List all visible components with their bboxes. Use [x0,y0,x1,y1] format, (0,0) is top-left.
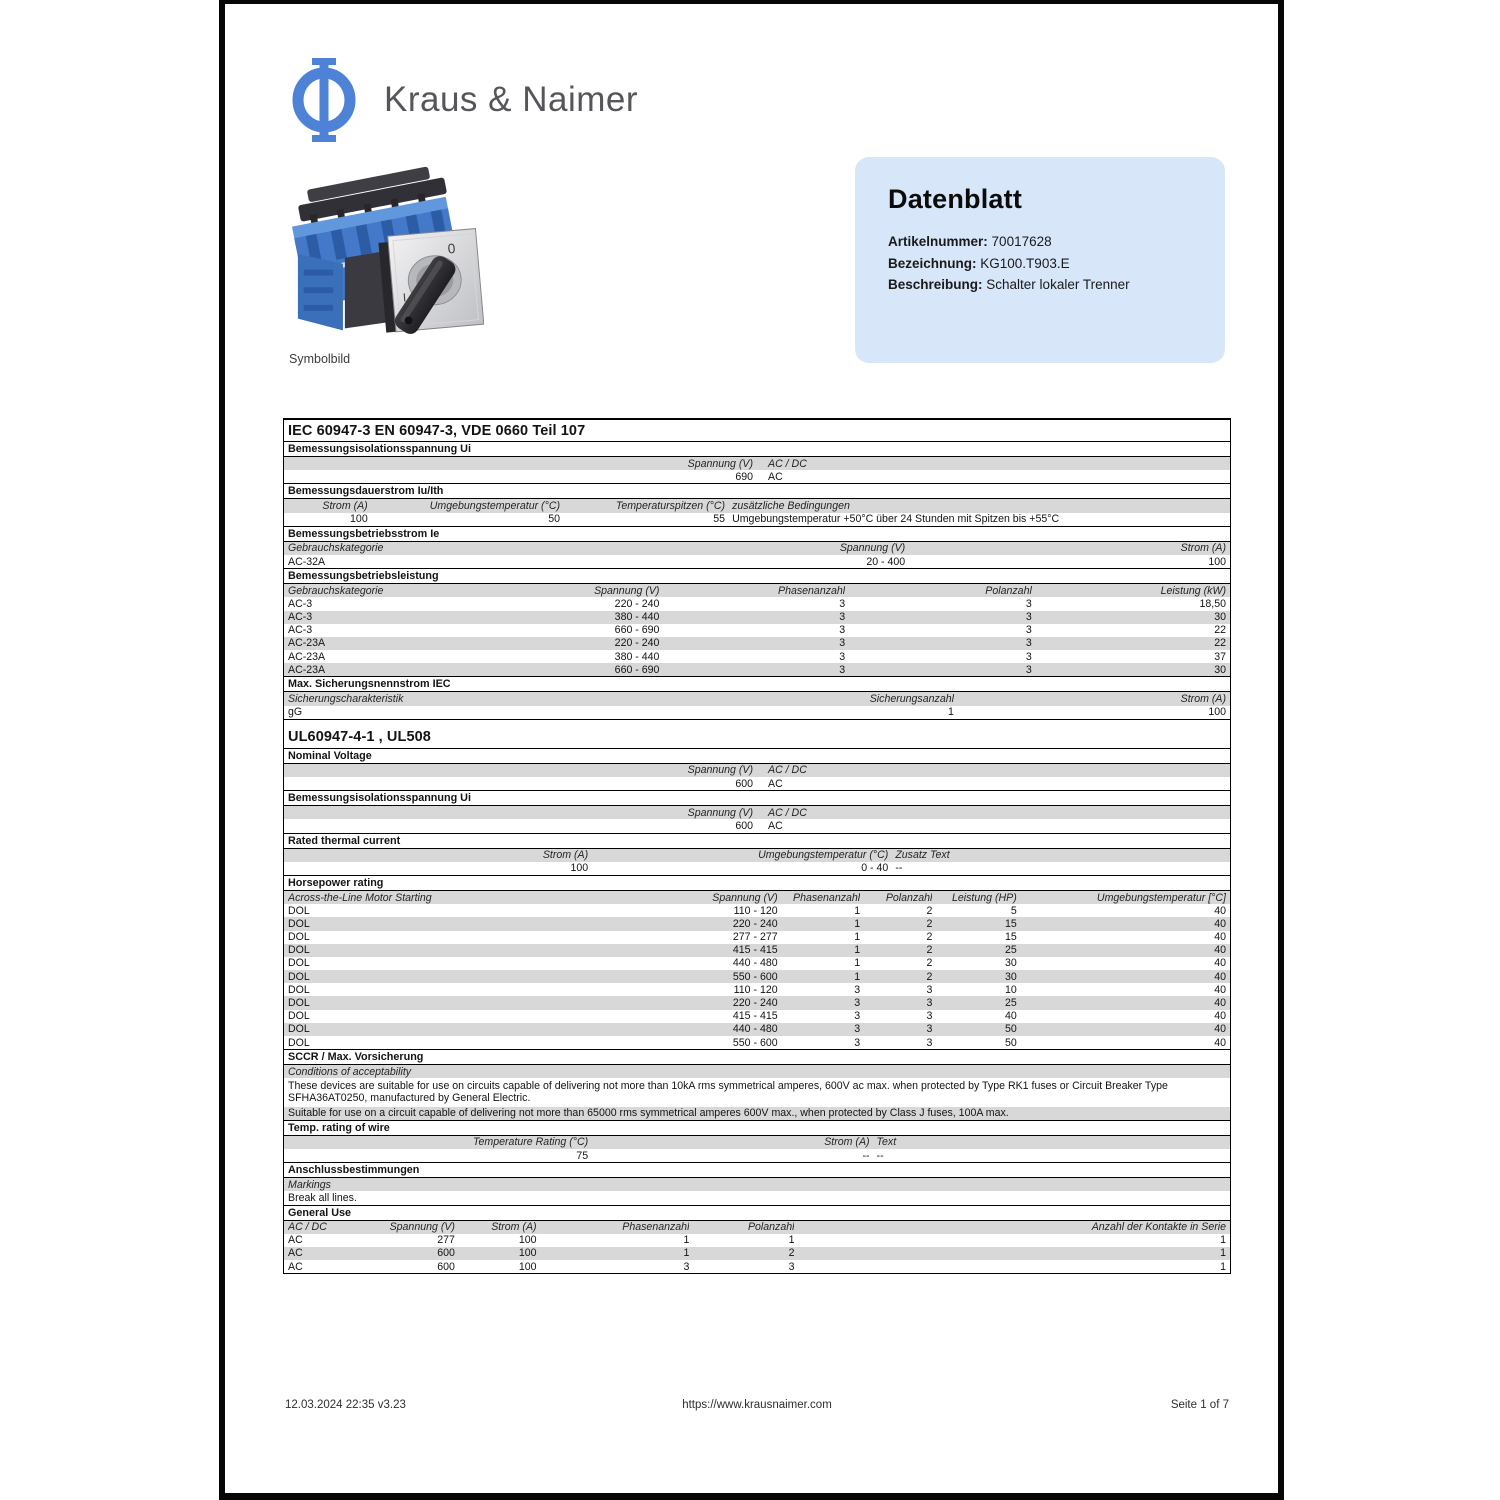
table-cell: 40 [1214,970,1226,983]
svg-text:I: I [402,291,407,305]
table-cell: Polanzahl [747,1221,795,1234]
table-cell: 2 [926,931,933,944]
table-cell: 660 - 690 [614,624,660,637]
section-header-row: Bemessungsisolationsspannung Ui [284,442,1230,457]
table-cell: 3 [1025,611,1032,624]
column-header-row [284,849,1230,862]
image-caption: Symbolbild [289,352,351,366]
table-cell: Text [876,1136,897,1149]
table-cell: Gebrauchskategorie [288,542,384,555]
table-cell: Phasenanzahl [793,891,861,904]
table-cell: -- [895,862,903,875]
brand-name: Kraus & Naimer [384,80,639,119]
table-cell: 1 [854,957,861,970]
table-cell: Polanzahl [985,584,1032,597]
table-row [284,513,1230,526]
table-cell: 3 [854,997,861,1010]
table-cell: 3 [839,650,846,663]
table-cell: 3 [1025,597,1032,610]
table-cell: AC-3 [288,597,313,610]
table-cell: 1 [854,931,861,944]
table-cell: 3 [854,1023,861,1036]
section-header-row: Nominal Voltage [284,749,1230,764]
table-cell: 3 [788,1260,795,1273]
designation-line [888,253,1197,275]
table-cell: 2 [926,970,933,983]
table-row [284,470,1230,483]
table-cell: Phasenanzahl [778,584,846,597]
table-row [284,1023,1230,1036]
table-cell: Sicherungscharakteristik [288,693,404,706]
product-image [288,160,484,346]
table-cell: 1 [948,706,954,719]
table-cell: 40 [1214,983,1226,996]
table-cell: 380 - 440 [614,611,660,624]
column-header-row [284,1178,1230,1191]
table-cell: Umgebungstemperatur (°C) [758,849,889,862]
table-cell: DOL [288,1023,310,1036]
table-cell: 3 [926,983,933,996]
table-cell: 50 [1004,1036,1017,1049]
table-cell: -- [862,1149,870,1162]
table-cell: Leistung (kW) [1160,584,1226,597]
table-row [284,1191,1230,1204]
table-cell: 100 [1208,706,1226,719]
table-row [284,1234,1230,1247]
table-cell: 3 [839,624,846,637]
table-cell: Strom (A) [1180,542,1226,555]
description-label: Beschreibung: [888,277,983,292]
table-row [284,611,1230,624]
table-cell: Phasenanzahl [622,1221,690,1234]
table-cell: 550 - 600 [732,970,778,983]
footer-page-number: Seite 1 of 7 [1170,1399,1229,1411]
table-cell: 3 [1025,650,1032,663]
table-cell: AC / DC [768,806,807,819]
table-cell: 40 [1214,931,1226,944]
table-cell: 110 - 120 [733,904,778,917]
table-cell: 18,50 [1199,597,1226,610]
table-cell: 3 [683,1260,690,1273]
table-cell: 100 [518,1260,537,1273]
table-cell: DOL [288,983,310,996]
table-row [284,1010,1230,1023]
table-row [284,1036,1230,1049]
table-cell: 660 - 690 [614,663,660,676]
table-cell: Umgebungstemperatur +50°C über 24 Stunden mit Spitzen bis +55°C [732,513,1060,526]
table-cell: 3 [926,1036,933,1049]
designation-value: KG100.T903.E [980,255,1070,271]
table-cell: Strom (A) [824,1136,870,1149]
table-row [284,944,1230,957]
table-row [284,1078,1230,1106]
table-row [284,970,1230,983]
table-cell: 50 [548,513,560,526]
description-value: Schalter lokaler Trenner [986,277,1130,292]
table-cell: AC / DC [288,1221,327,1234]
table-cell: 5 [1010,904,1017,917]
table-row [284,917,1230,930]
table-cell: 3 [926,1010,933,1023]
table-row [284,819,1230,832]
table-cell: 50 [1004,1023,1017,1036]
table-cell: Spannung (V) [839,542,906,555]
table-cell: 690 [735,470,753,483]
table-cell: 25 [1004,997,1017,1010]
column-header-row [284,764,1230,777]
table-cell: 100 [518,1234,537,1247]
table-cell: 40 [1214,957,1226,970]
table-cell: 100 [570,862,589,875]
table-cell: AC [768,470,783,483]
article-number-value: 70017628 [991,234,1052,249]
footer-url: https://www.krausnaimer.com [682,1399,832,1411]
table-cell: Markings [288,1178,331,1191]
table-cell: 0 - 40 [861,862,889,875]
table-cell: gG [288,706,303,719]
table-cell: Across-the-Line Motor Starting [288,891,432,904]
table-cell: 40 [1214,944,1226,957]
table-cell: 600 [735,819,753,832]
table-cell: 55 [713,513,726,526]
table-cell: -- [876,1149,884,1162]
table-cell: 3 [854,1036,861,1049]
spec-table [283,418,1231,1274]
table-row [284,624,1230,637]
table-row [284,1149,1230,1162]
table-cell: zusätzliche Bedingungen [732,499,850,512]
table-cell: Anzahl der Kontakte in Serie [1091,1221,1226,1234]
table-cell: 100 [518,1247,537,1260]
table-cell: 1 [854,904,861,917]
section-header-row: Bemessungsisolationsspannung Ui [284,790,1230,806]
table-cell: 1 [1220,1247,1226,1260]
table-cell: Suitable for use on a circuit capable of delivering not more than 65000 rms symmetrical amperes 600V max., when protected by Class J fuses, 100A max. [288,1107,1009,1120]
table-cell: 415 - 415 [732,944,778,957]
table-cell: Spannung (V) [389,1221,455,1234]
table-cell: Umgebungstemperatur [°C] [1096,891,1226,904]
table-row [284,904,1230,917]
section-header-row: Rated thermal current [284,833,1230,849]
table-cell: Strom (A) [322,499,368,512]
table-row [284,663,1230,676]
table-cell: AC-3 [288,624,313,637]
table-cell: AC [288,1247,303,1260]
table-cell: 22 [1214,624,1226,637]
table-cell: 440 - 480 [732,1023,778,1036]
table-cell: 600 [735,777,753,790]
table-cell: 1 [1220,1234,1226,1247]
table-cell: 1 [788,1234,795,1247]
table-row [284,862,1230,875]
table-cell: Zusatz Text [895,849,950,862]
table-cell: 40 [1214,1010,1226,1023]
table-cell: Spannung (V) [594,584,660,597]
table-cell: AC-32A [288,555,326,568]
table-cell: 40 [1214,904,1226,917]
table-cell: 550 - 600 [732,1036,778,1049]
table-cell: 220 - 240 [732,917,778,930]
table-cell: 3 [839,597,846,610]
table-cell: 2 [926,957,933,970]
table-cell: 100 [350,513,368,526]
article-number-line [888,231,1197,253]
table-row [284,706,1230,719]
table-cell: 40 [1214,1036,1226,1049]
table-cell: Conditions of acceptability [288,1065,412,1078]
column-header-row [284,891,1230,904]
table-cell: Temperaturspitzen (°C) [615,499,726,512]
table-row [284,983,1230,996]
section-header-row: Bemessungsdauerstrom Iu/Ith [284,483,1230,499]
column-header-row [284,499,1230,512]
table-cell: 277 - 277 [732,931,778,944]
table-cell: AC / DC [768,764,807,777]
column-header-row [284,806,1230,819]
table-row [284,996,1230,1009]
table-cell: 40 [1004,1010,1017,1023]
table-cell: 3 [1025,663,1032,676]
table-title-row: UL60947-4-1 , UL508 [284,727,1230,749]
brand-logo [288,58,638,142]
table-cell: DOL [288,904,310,917]
table-cell: DOL [288,970,310,983]
table-cell: 380 - 440 [614,650,660,663]
table-cell: 30 [1004,957,1017,970]
column-header-row [284,457,1230,470]
table-cell: 3 [1025,624,1032,637]
column-header-row [284,1136,1230,1149]
section-header-row: Max. Sicherungsnennstrom IEC [284,676,1230,692]
table-row [284,957,1230,970]
table-cell: 2 [926,944,933,957]
section-header-row: Bemessungsbetriebsleistung [284,568,1230,584]
description-line [888,274,1197,296]
article-number-label: Artikelnummer: [888,234,988,249]
table-cell: AC [768,777,783,790]
table-row [284,1107,1230,1120]
section-header-row: SCCR / Max. Vorsicherung [284,1049,1230,1065]
table-cell: 110 - 120 [733,983,778,996]
table-row [284,1247,1230,1260]
table-cell: 600 [437,1247,455,1260]
table-row [284,637,1230,650]
table-cell: 3 [839,663,846,676]
table-cell: Strom (A) [542,849,589,862]
section-header-row: Anschlussbestimmungen [284,1162,1230,1178]
table-cell: 3 [1025,637,1032,650]
table-cell: Spannung (V) [712,891,778,904]
table-title-row: IEC 60947-3 EN 60947-3, VDE 0660 Teil 107 [284,420,1230,442]
table-row [284,1260,1230,1273]
table-cell: 220 - 240 [614,597,660,610]
datasheet-fields [888,231,1197,296]
table-cell: 220 - 240 [614,637,660,650]
table-cell: 3 [839,611,846,624]
table-cell: AC-3 [288,611,313,624]
table-cell: 30 [1004,970,1017,983]
table-cell: 440 - 480 [732,957,778,970]
footer-date-version: 12.03.2024 22:35 v3.23 [285,1399,406,1411]
table-row [284,931,1230,944]
table-cell: 1 [854,970,861,983]
table-cell: DOL [288,957,310,970]
table-cell: DOL [288,917,310,930]
table-cell: These devices are suitable for use on circuits capable of delivering not more than 10kA rms symmetrical amperes, 600V ac max. when protected by Type RK1 fuses or Circuit Breaker Type SFHA36AT0250, manufactured by General Electric. [288,1079,1168,1105]
table-cell: 3 [926,1023,933,1036]
column-header-row [284,542,1230,555]
table-cell: 25 [1004,944,1017,957]
table-cell: Polanzahl [885,891,933,904]
table-cell: DOL [288,1036,310,1049]
table-cell: DOL [288,944,310,957]
table-cell: 1 [1220,1260,1226,1273]
table-cell: DOL [288,997,310,1010]
table-cell: 1 [854,944,861,957]
table-cell: AC-23A [288,637,326,650]
table-cell: DOL [288,1010,310,1023]
table-cell: Spannung (V) [687,457,753,470]
table-cell: 2 [926,904,933,917]
table-cell: Temperature Rating (°C) [473,1136,589,1149]
table-cell: 3 [926,997,933,1010]
table-cell: 2 [788,1247,795,1260]
table-cell: Gebrauchskategorie [288,584,384,597]
table-cell: 40 [1214,1023,1226,1036]
table-cell: 1 [683,1247,690,1260]
table-cell: Strom (A) [1180,693,1226,706]
table-cell: AC / DC [768,457,807,470]
table-cell: 277 [437,1234,455,1247]
designation-label: Bezeichnung: [888,255,977,271]
cam-switch-illustration [288,160,484,346]
table-spacer-row [284,719,1230,727]
svg-text:0: 0 [447,240,457,257]
datasheet-title: Datenblatt [888,184,1023,214]
column-header-row [284,1221,1230,1234]
table-cell: 1 [683,1234,690,1247]
column-header-row [284,1065,1230,1078]
table-cell: 3 [839,637,846,650]
table-cell: 22 [1214,637,1226,650]
section-header-row: Bemessungsbetriebsstrom Ie [284,526,1230,542]
table-cell: 220 - 240 [732,997,778,1010]
table-cell: 2 [926,917,933,930]
table-cell: Umgebungstemperatur (°C) [429,499,560,512]
table-cell: 30 [1214,611,1226,624]
table-cell: 415 - 415 [732,1010,778,1023]
table-cell: 3 [854,1010,861,1023]
table-cell: 75 [576,1149,589,1162]
table-cell: 15 [1004,917,1017,930]
table-cell: AC [768,819,783,832]
table-cell: 40 [1214,917,1226,930]
table-cell: 20 - 400 [866,555,906,568]
datasheet-info-box [855,157,1225,363]
table-cell: Spannung (V) [687,764,753,777]
table-cell: Break all lines. [288,1191,357,1204]
table-cell: 40 [1214,997,1226,1010]
column-header-row [284,584,1230,597]
section-header-row: Temp. rating of wire [284,1120,1230,1136]
table-cell: Leistung (HP) [952,891,1017,904]
section-header-row: Horsepower rating [284,875,1230,891]
phi-logo-icon [288,58,360,142]
table-row [284,555,1230,568]
table-cell: 10 [1004,983,1017,996]
table-row [284,597,1230,610]
table-cell: Sicherungsanzahl [869,693,954,706]
table-cell: Strom (A) [491,1221,537,1234]
table-cell: 3 [854,983,861,996]
column-header-row [284,692,1230,705]
table-cell: 600 [437,1260,455,1273]
table-cell: 15 [1004,931,1017,944]
table-cell: 1 [854,917,861,930]
table-cell: AC [288,1234,303,1247]
table-cell: DOL [288,931,310,944]
table-cell: AC-23A [288,650,326,663]
table-cell: AC [288,1260,303,1273]
table-cell: AC-23A [288,663,326,676]
table-cell: 37 [1214,650,1226,663]
table-row [284,650,1230,663]
table-row [284,777,1230,790]
table-cell: 30 [1214,663,1226,676]
section-header-row: General Use [284,1205,1230,1221]
table-cell: Spannung (V) [687,806,753,819]
table-cell: 100 [1208,555,1226,568]
